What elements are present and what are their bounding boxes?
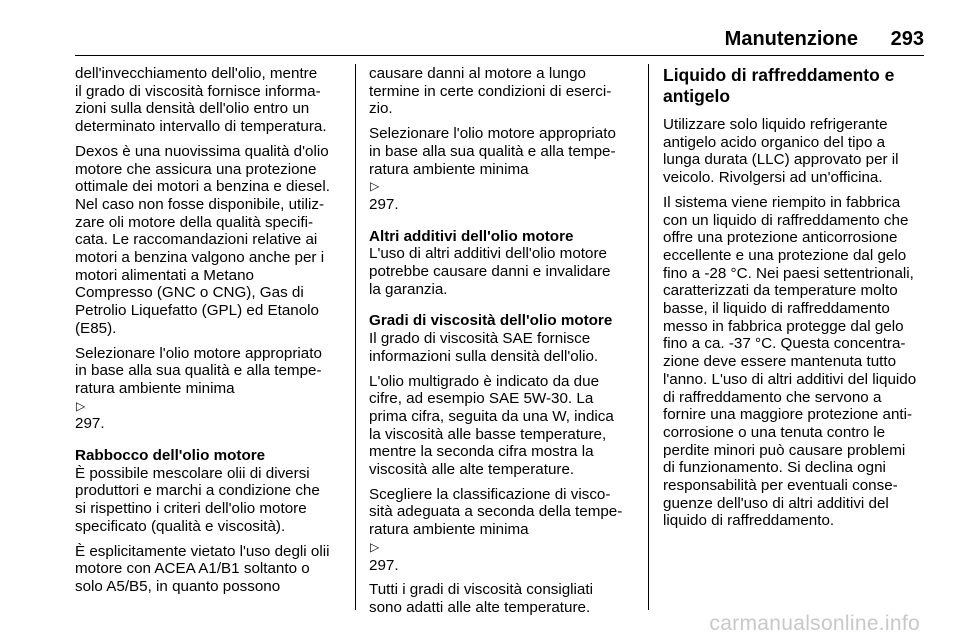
text-line: causare danni al motore a lungo [369,65,586,82]
paragraph [369,581,633,616]
text-line: la viscosità alle basse temperature, [369,425,607,443]
text-line: in base alla sua qualità e alla tempe- [75,362,322,380]
text-line: potrebbe causare danni e invalidare [369,263,611,281]
text-line: antigelo acido organico del tipo a [663,133,886,151]
watermark: carmanualsonline.info [709,612,920,635]
text-line: Selezionare l'olio motore appropriato [369,125,616,143]
page-reference-icon: ▷ [76,398,86,413]
text-line: eccellente e una protezione dal gelo [663,246,907,264]
text-line: sità adeguata a seconda della tempe- [369,503,623,521]
column-divider-right [648,64,649,610]
text-line [369,161,633,214]
subheading-topping-up: Rabbocco dell'olio motore [75,447,266,465]
text-line: zione deve essere mantenuta tutto [663,353,897,371]
text-line: l'anno. L'uso di altri additivi del liquido [663,370,917,388]
paragraph [369,125,633,214]
text-line: motore che assicura una protezione [75,160,317,178]
text-line: Scegliere la classificazione di visco- [369,485,611,503]
text-line: fino a ca. -37 °C. Questa concentra- [663,335,906,353]
text-line: motori a benzina valgono anche per i [75,249,325,267]
text-line: si rispettino i criteri dell'olio motore [75,500,307,518]
text-line: dell'invecchiamento dell'olio, mentre [75,65,318,82]
text-line: prima cifra, seguita da una W, indica [369,407,614,425]
text-line: guenze dell'uso di altri additivi del [663,494,889,512]
text-line: Tutti i gradi di viscosità consigliati [369,581,593,599]
text-line: viscosità alle alte temperature. [369,461,575,479]
paragraph [75,143,345,338]
text-line: liquido di raffreddamento. [663,512,835,530]
text-line: È esplicitamente vietato l'uso degli olii [75,542,330,560]
text-line: motore con ACEA A1/B1 soltanto o [75,560,310,578]
text-line: Utilizzare solo liquido refrigerante [663,116,888,133]
paragraph [369,486,633,575]
page-reference-link[interactable]: 297. [369,556,399,574]
page-reference-icon: ▷ [370,179,380,194]
text-line: caratterizzati da temperature molto [663,282,898,300]
text-line: messo in fabbrica protegge dal gelo [663,317,904,335]
text-line: in base alla sua qualità e alla tempe- [369,142,616,160]
text-line [75,380,345,433]
paragraph [369,373,633,479]
text-line: ottimale dei motori a benzina e diesel. [75,178,330,196]
text-line: fino a -28 °C. Nei paesi settentrionali, [663,264,914,282]
paragraph [369,330,633,365]
text-line: zio. [369,100,393,118]
header-rule [75,55,924,56]
text-line: corrosione o una tenuta contro le [663,423,886,441]
text-line: basse, il liquido di raffreddamento [663,300,890,318]
page-reference-icon: ▷ [370,539,380,554]
text-line: termine in certe condizioni di eserci- [369,82,612,100]
text-line: zioni sulla densità dell'olio entro un [75,100,310,118]
text-line: zare oli motore della qualità specifi- [75,213,314,231]
text-line: Compresso (GNC o CNG), Gas di [75,284,304,302]
text-line: sono adatti alle alte temperature. [369,598,591,616]
text-line: solo A5/B5, in quanto possono [75,577,281,595]
text-fragment: ratura ambiente minima [369,160,529,178]
text-line: motori alimentati a Metano [75,266,254,284]
text-line: Nel caso non fosse disponibile, utiliz- [75,195,325,213]
text-line: Il sistema viene riempito in fabbrica [663,193,901,211]
text-line: fornire una maggiore protezione anti- [663,406,913,424]
paragraph [663,116,928,187]
text-line: produttori e marchi a condizione che [75,482,320,500]
subheading-other-additives: Altri additivi dell'olio motore [369,227,574,245]
text-line: Il grado di viscosità SAE fornisce [369,330,591,348]
subheading-viscosity-grades: Gradi di viscosità dell'olio motore [369,312,613,330]
text-line [369,521,633,574]
text-line: Petrolio Liquefatto (GPL) ed Etanolo [75,302,319,320]
chapter-title: Manutenzione [724,28,858,50]
page-number: 293 [890,28,924,50]
text-line: informazioni sulla densità dell'olio. [369,347,599,365]
text-line: di raffreddamento che servono a [663,388,882,406]
text-line: mentre la seconda cifra mostra la [369,443,594,461]
text-line: con un liquido di raffreddamento che [663,211,909,229]
text-fragment: ratura ambiente minima [75,379,235,397]
page-reference-link[interactable]: 297. [75,415,105,433]
paragraph [663,194,928,530]
paragraph [369,245,633,298]
text-line: la garanzia. [369,280,448,298]
text-line: perdite minori può causare problemi [663,441,906,459]
text-line: L'olio multigrado è indicato da due [369,372,600,390]
text-line: Selezionare l'olio motore appropriato [75,344,322,362]
page-reference-link[interactable]: 297. [369,195,399,213]
text-line: L'uso di altri additivi dell'olio motore [369,245,607,263]
text-line: (E85). [75,319,117,337]
paragraph [75,543,345,596]
text-line: cata. Le raccomandazioni relative ai [75,231,318,249]
paragraph [369,65,633,118]
text-line: cifre, ad esempio SAE 5W-30. La [369,390,594,408]
column-middle [369,65,633,624]
text-line: responsabilità per eventuali conse- [663,477,898,495]
paragraph [75,465,345,536]
title-line: Liquido di raffreddamento e [663,65,895,85]
text-line: di funzionamento. Si declina ogni [663,459,886,477]
text-line: specificato (qualità e viscosità). [75,517,286,535]
text-line: Dexos è una nuovissima qualità d'olio [75,142,329,160]
column-left [75,65,345,603]
text-line: determinato intervallo di temperatura. [75,118,327,136]
text-line: offre una protezione anticorrosione [663,229,898,247]
text-line: lunga durata (LLC) approvato per il [663,151,899,169]
text-fragment: ratura ambiente minima [369,521,529,539]
column-right [663,65,928,537]
page-header [0,22,960,58]
text-line: il grado di viscosità fornisce informa- [75,82,321,100]
title-line: antigelo [663,85,731,106]
paragraph [75,65,345,136]
text-line: È possibile mescolare olii di diversi [75,464,310,482]
column-divider-left [355,64,356,610]
text-line: veicolo. Rivolgersi ad un'officina. [663,169,883,187]
paragraph [75,345,345,434]
section-title-coolant [663,65,928,106]
